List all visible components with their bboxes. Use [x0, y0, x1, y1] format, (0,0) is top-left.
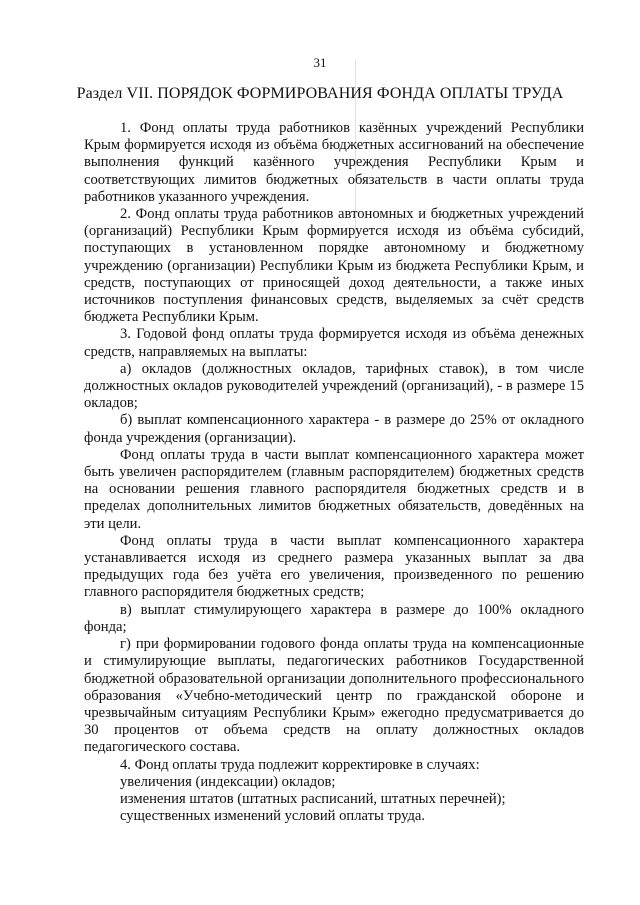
document-body	[84, 120, 584, 825]
case-item-conditions: существенных изменений условий оплаты труда.	[120, 808, 426, 825]
paragraph-3: 3. Годовой фонд оплаты труда формируется исходя из объёма денежных средств, направляемых на выплаты:	[84, 326, 584, 360]
list-item-g: г) при формировании годового фонда оплаты труда на компенсационные и стимулирующие выплаты, педагогических работников Государственной бюджетной образовательной организации дополнительного профессионального образования «Учебно-методический центр по гражданской обороне и чрезвычайным ситуациям Республики Крым» ежегодно предусматривается до 30 процентов от объема средств на оплату должностных окладов педагогического состава.	[84, 636, 584, 756]
case-item-staff-changes: изменения штатов (штатных расписаний, штатных перечней);	[120, 790, 506, 807]
case-item-indexation: увеличения (индексации) окладов;	[120, 773, 336, 790]
paragraph-compensation-increase: Фонд оплаты труда в части выплат компенсационного характера может быть увеличен распорядителем (главным распорядителем) бюджетных средств на основании решения главного распорядителя бюджетных средств и в пределах дополнительных лимитов бюджетных обязательств, доведённых на эти цели.	[84, 446, 584, 532]
paragraph-1: 1. Фонд оплаты труда работников казённых учреждений Республики Крым формируется исходя из объёма бюджетных ассигнований на обеспечение выполнения функций казённого учреждения Республики Крым и соответствующих лимитов бюджетных обязательств в части оплаты труда работников указанного учреждения.	[84, 120, 584, 205]
paragraph-compensation-basis: Фонд оплаты труда в части выплат компенсационного характера устанавливается исходя из среднего размера указанных выплат за два предыдущих года без учёта его увеличения, произведенного по решению главного распорядителя бюджетных средств;	[84, 532, 584, 601]
paragraph-4: 4. Фонд оплаты труда подлежит корректировке в случаях:	[120, 756, 480, 773]
list-item-b: б) выплат компенсационного характера - в размере до 25% от окладного фонда учреждения (организации).	[84, 412, 584, 446]
section-title: Раздел VII. ПОРЯДОК ФОРМИРОВАНИЯ ФОНДА ОПЛАТЫ ТРУДА	[76, 85, 564, 102]
list-item-v: в) выплат стимулирующего характера в размере до 100% окладного фонда;	[84, 601, 584, 635]
page-number: 31	[313, 55, 327, 70]
paragraph-2: 2. Фонд оплаты труда работников автономных и бюджетных учреждений (организаций) Республики Крым формируется исходя из объёма субсидий, поступающих в установленном порядке автономному и бюджетному учреждению (организации) Республики Крым из бюджета Республики Крым, и средств, поступающих от приносящей доход деятельности, а также иных источников поступления финансовых средств, выделяемых за счёт средств бюджета Республики Крым.	[84, 206, 584, 326]
list-item-a: а) окладов (должностных окладов, тарифных ставок), в том числе должностных окладов руководителей учреждений (организаций), - в размере 15 окладов;	[84, 360, 584, 412]
